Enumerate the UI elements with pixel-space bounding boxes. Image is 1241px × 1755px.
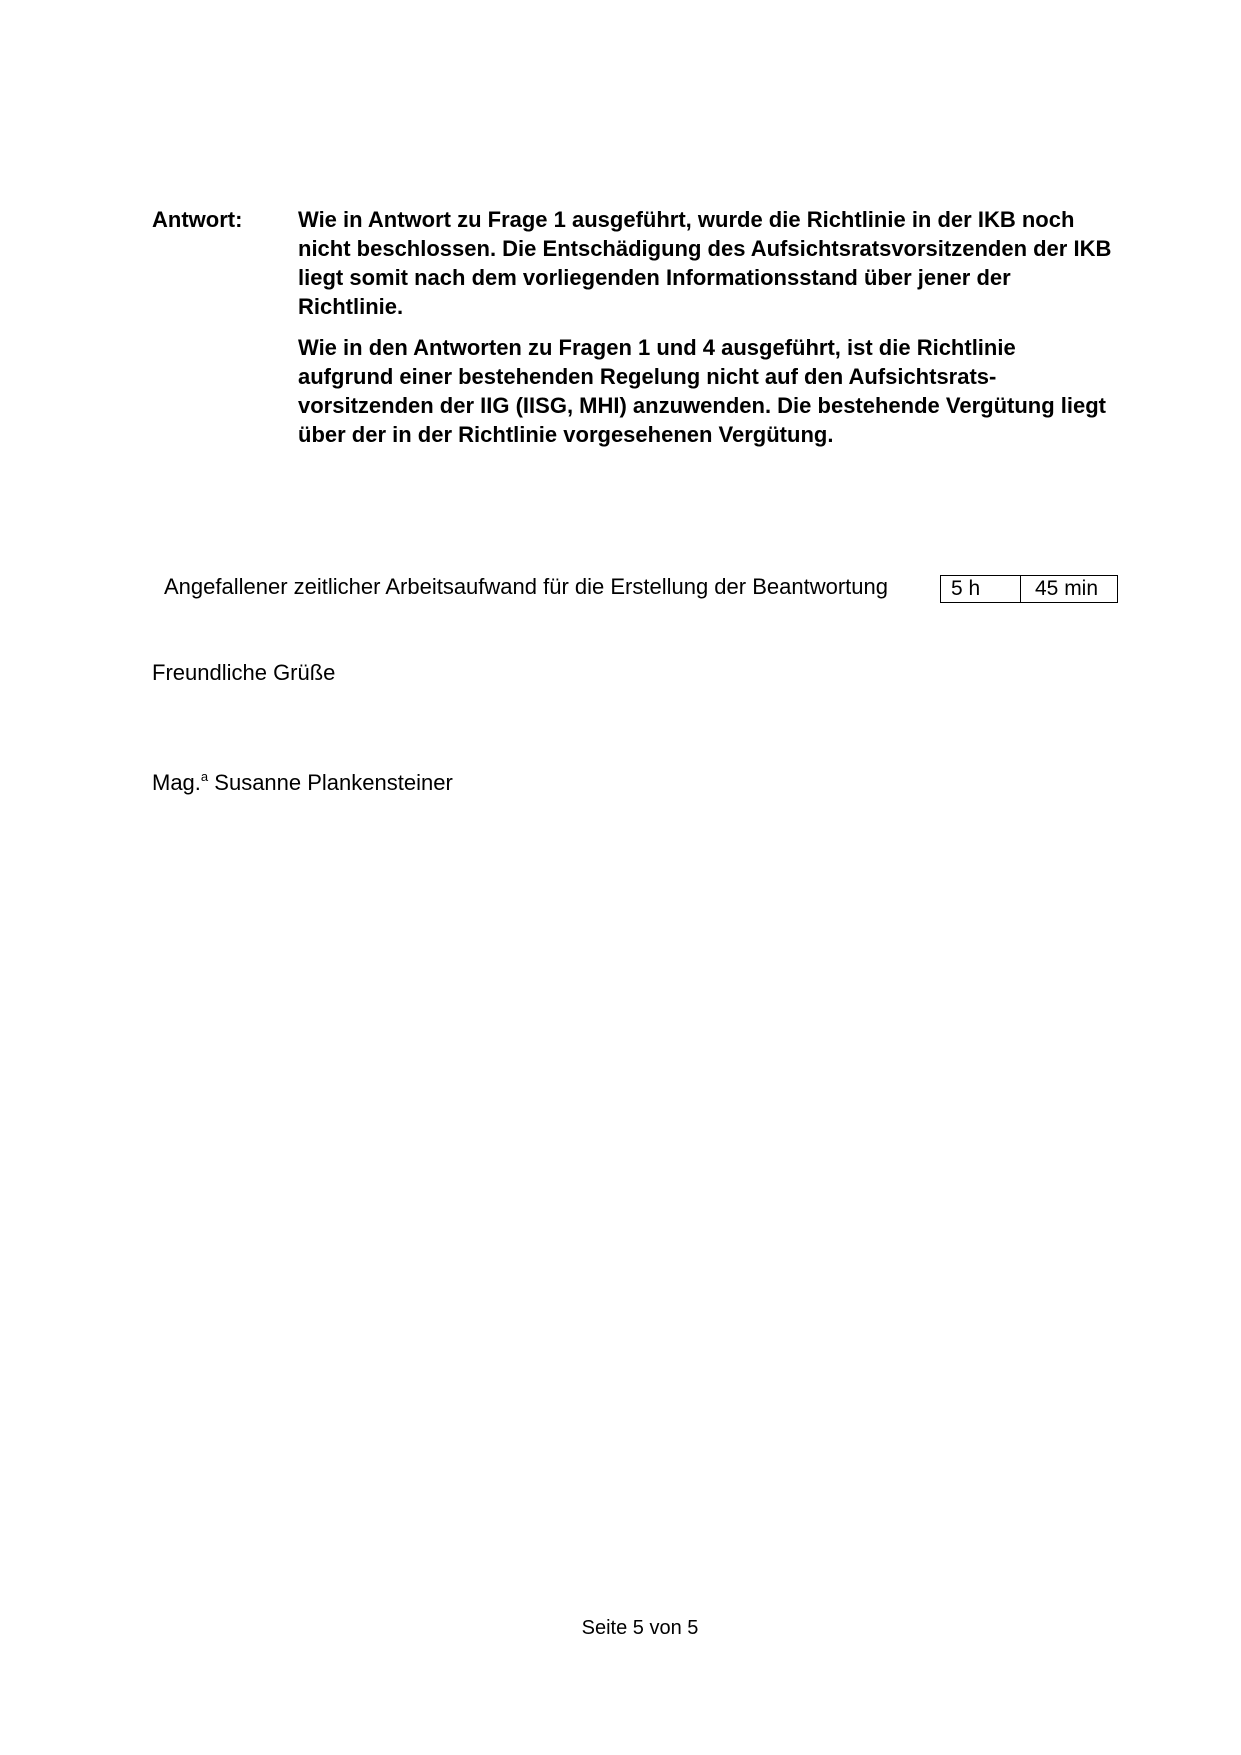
answer-label: Antwort:	[152, 207, 243, 232]
effort-row	[164, 573, 888, 601]
signature-title: Mag.	[152, 770, 201, 795]
answer-paragraph: Wie in Antwort zu Frage 1 ausgeführt, wurde die Richtlinie in der IKB noch nicht beschlossen. Die Entschädigung des Aufsichtsratsvorsitzenden der IKB liegt somit nach dem vorliegenden Informationsstand über jener der Richtlinie.	[298, 207, 1112, 319]
effort-hours: 5 h	[941, 576, 1021, 602]
signature-title-superscript: a	[200, 769, 209, 784]
signature-name: Susanne Plankensteiner	[214, 770, 453, 795]
signature	[152, 769, 453, 797]
effort-minutes: 45 min	[1035, 577, 1099, 600]
effort-box	[940, 575, 1118, 603]
closing-greeting: Freundliche Grüße	[152, 660, 336, 685]
effort-label: Angefallener zeitlicher Arbeitsaufwand für die Erstellung der Beantwortung	[164, 574, 888, 599]
answer-paragraph: Wie in den Antworten zu Fragen 1 und 4 ausgeführt, ist die Richtlinie aufgrund einer bestehenden Regelung nicht auf den Aufsichtsratsvorsitzenden der IIG (IISG, MHI) anzuwenden. Die bestehende Vergütung liegt über der in der Richtlinie vorgesehenen Vergütung.	[298, 335, 1106, 447]
page-number: Seite 5 von 5	[581, 1617, 699, 1639]
answer-body	[298, 205, 1114, 461]
